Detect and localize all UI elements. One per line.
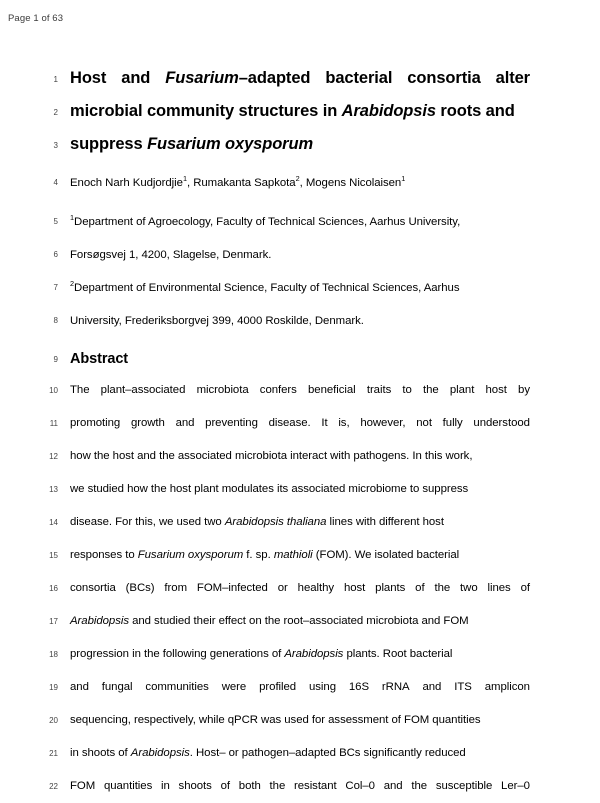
- abstract-line-text: [70, 473, 530, 506]
- title-word: consortia: [407, 69, 481, 87]
- line-number: 2: [53, 108, 58, 117]
- author-block: [0, 167, 600, 338]
- author-names: Enoch Narh Kudjordjie$^1$, Rumakanta Sapkota$^2$, Mogens Nicolaisen$^1$: [70, 174, 406, 189]
- abstract-line-text: [70, 374, 530, 407]
- word: of: [220, 780, 230, 792]
- abstract-line-text: [70, 539, 530, 572]
- line-number: 17: [49, 617, 58, 626]
- title-text-run-italic: Arabidopsis: [341, 102, 436, 120]
- abstract-line-text: [70, 704, 530, 737]
- word: rRNA: [381, 681, 410, 693]
- word: fungal: [101, 681, 133, 693]
- word: healthy: [297, 582, 335, 594]
- word: communities: [145, 681, 209, 693]
- abstract-line: [0, 440, 600, 473]
- word: growth: [130, 417, 165, 429]
- line-number: 10: [49, 386, 58, 395]
- word: and: [175, 417, 195, 429]
- word: using: [309, 681, 336, 693]
- word: the: [434, 582, 451, 594]
- word: the: [269, 780, 286, 792]
- abstract-line-text: [70, 440, 530, 473]
- text-run-italic: Fusarium oxysporum: [137, 549, 244, 561]
- abstract-line: [0, 638, 600, 671]
- text-run: we studied how the host plant modulates its associated microbiome to suppress: [70, 483, 469, 495]
- text-run: f. sp.: [243, 549, 274, 561]
- word: and: [70, 681, 89, 693]
- document-content: [0, 62, 600, 803]
- line-number: 6: [53, 250, 58, 259]
- line-number: 15: [49, 551, 58, 560]
- title-word: alter: [495, 69, 530, 87]
- affiliation-text: [70, 272, 530, 305]
- word: confers: [259, 384, 297, 396]
- title-word: bacterial: [325, 69, 393, 87]
- word: both: [238, 780, 261, 792]
- abstract-line-text: [70, 737, 530, 770]
- word: disease.: [268, 417, 311, 429]
- text-run: plants. Root bacterial: [343, 648, 453, 660]
- affiliation-marker: 1: [70, 213, 75, 223]
- title-text-run: roots and: [435, 102, 515, 120]
- word: or: [277, 582, 288, 594]
- line-number: 1: [53, 75, 58, 84]
- word: ITS: [454, 681, 472, 693]
- abstract-heading-text: Abstract: [70, 351, 129, 367]
- affiliation-text: [70, 239, 530, 272]
- line-number: 19: [49, 683, 58, 692]
- text-run: (FOM). We isolated bacterial: [312, 549, 460, 561]
- word: two: [460, 582, 478, 594]
- word: FOM–infected: [196, 582, 268, 594]
- word: host: [343, 582, 366, 594]
- affiliation-text: [70, 206, 530, 239]
- title-line: [0, 62, 600, 95]
- line-number: 3: [53, 141, 58, 150]
- line-number: 16: [49, 584, 58, 593]
- word: susceptible: [435, 780, 493, 792]
- word: fully: [442, 417, 463, 429]
- abstract-line: [0, 605, 600, 638]
- word: from: [164, 582, 188, 594]
- word: by: [518, 384, 530, 396]
- abstract-line: [0, 572, 600, 605]
- paper-title: [0, 62, 600, 161]
- line-number: 11: [49, 419, 58, 428]
- text-run: how the host and the associated microbiota interact with pathogens. In this work,: [70, 450, 473, 462]
- word: and: [383, 780, 403, 792]
- affiliation-line: [0, 305, 600, 338]
- title-text-run: suppress: [70, 135, 148, 153]
- abstract-line: [0, 539, 600, 572]
- word: plants: [375, 582, 406, 594]
- title-line-text: [70, 62, 530, 95]
- affiliation-line: [0, 206, 600, 239]
- abstract-line: [0, 770, 600, 803]
- affiliation-line: [0, 239, 600, 272]
- word: Ler–0: [501, 780, 530, 792]
- line-number: 20: [49, 716, 58, 725]
- word: The: [70, 384, 90, 396]
- abstract-line: [0, 737, 600, 770]
- line-number: 7: [53, 283, 58, 292]
- abstract-line: [0, 506, 600, 539]
- abstract-line-text: [70, 407, 530, 440]
- word: Col–0: [345, 780, 375, 792]
- abstract-body: [0, 374, 600, 803]
- word: to: [402, 384, 412, 396]
- line-number: 5: [53, 217, 58, 226]
- word: the: [411, 780, 428, 792]
- word: the: [423, 384, 439, 396]
- line-number: 21: [49, 749, 58, 758]
- affiliation-marker: 2: [295, 174, 300, 184]
- word: of: [415, 582, 425, 594]
- abstract-line: [0, 671, 600, 704]
- word: consortia: [70, 582, 116, 594]
- word: (BCs): [125, 582, 155, 594]
- abstract-line: [0, 374, 600, 407]
- word: host: [485, 384, 507, 396]
- title-word: and: [121, 69, 151, 87]
- affiliation-line: [0, 272, 600, 305]
- abstract-line: [0, 473, 600, 506]
- affiliation-marker: 2: [70, 279, 75, 289]
- word: profiled: [259, 681, 297, 693]
- title-text-run-italic: Fusarium oxysporum: [147, 135, 314, 153]
- affiliation-body: University, Frederiksborgvej 399, 4000 Roskilde, Denmark.: [70, 315, 364, 327]
- text-run: sequencing, respectively, while qPCR was used for assessment of FOM quantities: [70, 714, 481, 726]
- word: quantities: [103, 780, 153, 792]
- text-run-italic: Arabidopsis: [284, 648, 344, 660]
- affiliation-text: [70, 305, 530, 338]
- title-line-text: [70, 128, 530, 161]
- word: is,: [338, 417, 350, 429]
- word: in: [161, 780, 170, 792]
- text-run: lines with different host: [326, 516, 444, 528]
- title-word: –adapted: [238, 69, 311, 87]
- abstract-line-text: [70, 671, 530, 704]
- text-run: disease. For this, we used two: [70, 516, 225, 528]
- affiliation-body: Forsøgsvej 1, 4200, Slagelse, Denmark.: [70, 249, 272, 261]
- word: plant–associated: [100, 384, 186, 396]
- word: of: [520, 582, 530, 594]
- affiliation-body: Department of Environmental Science, Faculty of Technical Sciences, Aarhus: [74, 282, 460, 294]
- affiliation-marker: 1: [182, 174, 187, 184]
- word: microbiota: [196, 384, 249, 396]
- text-run-italic: Arabidopsis: [70, 615, 129, 627]
- author-name: Mogens Nicolaisen: [305, 177, 402, 189]
- abstract-line-text: [70, 605, 530, 638]
- text-run: . Host– or pathogen–adapted BCs significantly reduced: [189, 747, 466, 759]
- title-word-italic: Fusarium: [165, 69, 239, 87]
- title-line-text: [70, 95, 530, 128]
- word: however,: [360, 417, 406, 429]
- word: resistant: [294, 780, 337, 792]
- word: understood: [473, 417, 530, 429]
- abstract-line-text: [70, 638, 530, 671]
- text-run-italic: Arabidopsis: [130, 747, 190, 759]
- abstract-line-text: [70, 770, 530, 803]
- abstract-line: [0, 407, 600, 440]
- line-number: 4: [53, 178, 58, 187]
- title-word: Host: [70, 69, 107, 87]
- word: It: [321, 417, 328, 429]
- text-run-italic: mathioli: [273, 549, 313, 561]
- text-run: in shoots of: [70, 747, 131, 759]
- title-line: [0, 128, 600, 161]
- author-line: [0, 167, 600, 200]
- line-number: 22: [49, 782, 58, 791]
- line-number: 9: [53, 355, 58, 364]
- text-run: and studied their effect on the root–associated microbiota and FOM: [128, 615, 469, 627]
- line-number: 12: [49, 452, 58, 461]
- word: amplicon: [484, 681, 530, 693]
- word: 16S: [348, 681, 370, 693]
- author-name: Enoch Narh Kudjordjie: [70, 177, 183, 189]
- page-header-label: Page 1 of 63: [8, 13, 64, 24]
- word: lines: [487, 582, 511, 594]
- word: were: [221, 681, 247, 693]
- line-number: 8: [53, 316, 58, 325]
- word: plant: [449, 384, 475, 396]
- abstract-section-heading: [0, 344, 600, 374]
- word: and: [422, 681, 442, 693]
- author-name: Rumakanta Sapkota: [193, 177, 296, 189]
- affiliation-body: Department of Agroecology, Faculty of Technical Sciences, Aarhus University,: [74, 216, 461, 228]
- abstract-line-text: [70, 572, 530, 605]
- word: FOM: [70, 780, 96, 792]
- abstract-line: [0, 704, 600, 737]
- word: shoots: [178, 780, 212, 792]
- text-run: responses to: [70, 549, 138, 561]
- word: not: [416, 417, 432, 429]
- abstract-line-text: [70, 506, 530, 539]
- title-line: [0, 95, 600, 128]
- heading-line: [0, 344, 600, 374]
- text-run-italic: Arabidopsis thaliana: [224, 516, 327, 528]
- word: beneficial: [308, 384, 356, 396]
- text-run: progression in the following generations of: [70, 648, 285, 660]
- word: traits: [366, 384, 392, 396]
- title-text-run: microbial community structures in: [70, 102, 342, 120]
- line-number: 18: [49, 650, 58, 659]
- word: promoting: [70, 417, 121, 429]
- line-number: 14: [49, 518, 58, 527]
- word: preventing: [205, 417, 258, 429]
- line-number: 13: [49, 485, 58, 494]
- affiliation-marker: 1: [401, 174, 406, 184]
